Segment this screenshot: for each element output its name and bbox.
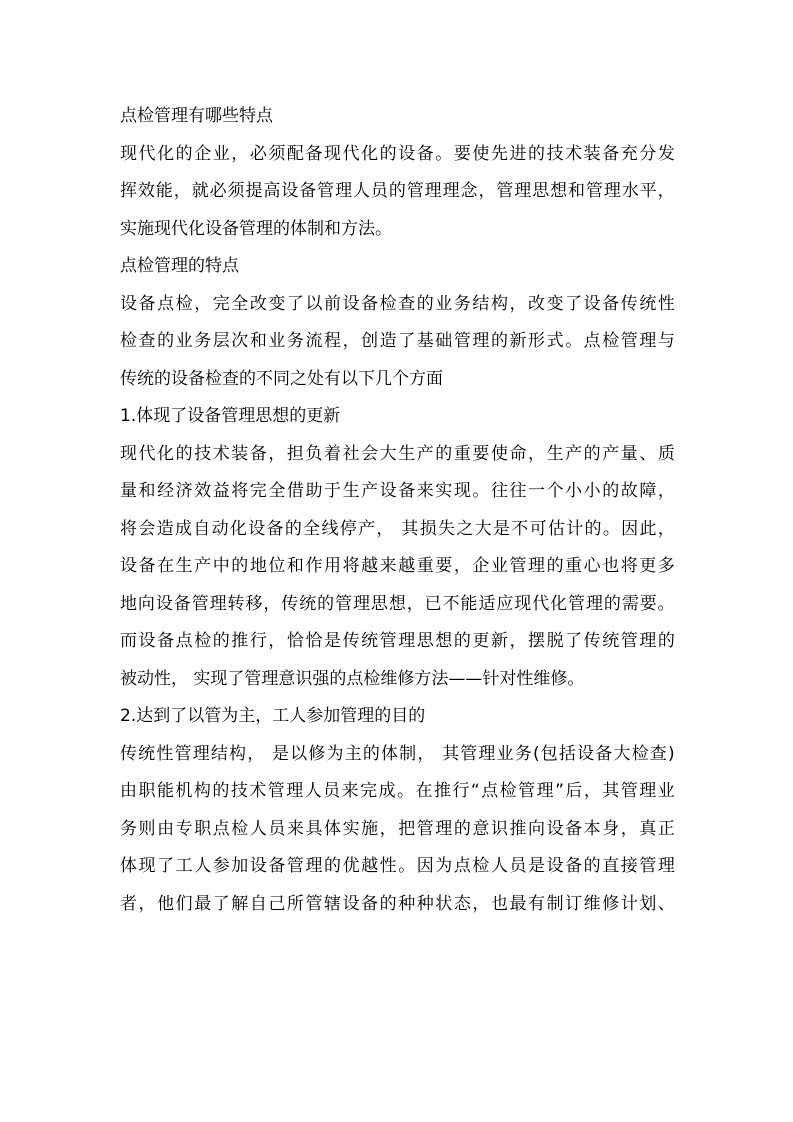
- text-line: 检 查 的 业 务 层 次 和 业 务 流 程 ， 创 造 了 基 础 管 理 的 新 形 式 。 点 检 管 理 与: [120, 331, 675, 351]
- text-line: 现 代 化 的 技 术 装 备 ， 担 负 着 社 会 大 生 产 的 重 要 使 命 ， 生 产 的 产 量 、 质: [120, 443, 675, 464]
- text-line: 现 代 化 的 企 业 ， 必 须 配 备 现 代 化 的 设 备 。 要 使 先 进 的 技 术 装 备 充 分 发: [120, 143, 675, 164]
- text-line: 由 职 能 机 构 的 技 术 管 理 人 员 来 完 成 。 在 推 行 “ 点 检 管 理 ” 后 ， 其 管 理 业: [120, 781, 675, 801]
- text-line: 地 向 设 备 管 理 转 移 ， 传 统 的 管 理 思 想 ， 已 不 能 适 应 现 代 化 管 理 的 需 要 。: [120, 593, 675, 614]
- text-line: 传统的设备检查的不同之处有以下几个方面: [120, 368, 443, 389]
- text-line: 务 则 由 专 职 点 检 人 员 来 具 体 实 施 ， 把 管 理 的 意 识 推 向 设 备 本 身 ， 真 正: [120, 818, 675, 839]
- text-line: 1.体现了设备管理思想的更新: [120, 406, 341, 426]
- text-line: 实施现代化设备管理的体制和方法。: [120, 218, 392, 239]
- text-line: 挥 效 能 ， 就 必 须 提 高 设 备 管 理 人 员 的 管 理 理 念 ， 管 理 思 想 和 管 理 水 平 ，: [120, 181, 675, 201]
- text-line: 者 ， 他 们 最 了 解 自 己 所 管 辖 设 备 的 种 种 状 态 ， 也 最 有 制 订 维 修 计 划 、: [120, 893, 675, 914]
- text-line: 设 备 在 生 产 中 的 地 位 和 作 用 将 越 来 越 重 要 ， 企 业 管 理 的 重 心 也 将 更 多: [120, 556, 675, 576]
- text-line: 点检管理的特点: [120, 256, 239, 276]
- text-line: 被动性， 实现了管理意识强的点检维修方法——针对性维修。: [120, 668, 585, 689]
- text-line: 传 统 性 管 理 结 构 ， 是 以 修 为 主 的 体 制 ， 其 管 理 业 务 ( 包 括 设 备 大 检 查 ): [120, 743, 675, 764]
- text-line: 量 和 经 济 效 益 将 完 全 借 助 于 生 产 设 备 来 实 现 。 往 往 一 个 小 小 的 故 障 ，: [120, 481, 675, 501]
- text-line: 体 现 了 工 人 参 加 设 备 管 理 的 优 越 性 。 因 为 点 检 人 员 是 设 备 的 直 接 管 理: [120, 856, 675, 876]
- document-body: [120, 98, 675, 923]
- text-line: 设 备 点 检 ， 完 全 改 变 了 以 前 设 备 检 查 的 业 务 结 构 ， 改 变 了 设 备 传 统 性: [120, 293, 675, 314]
- text-line: 而 设 备 点 检 的 推 行 ， 恰 恰 是 传 统 管 理 思 想 的 更 新 ， 摆 脱 了 传 统 管 理 的: [120, 631, 675, 651]
- text-line: 将 会 造 成 自 动 化 设 备 的 全 线 停 产 ， 其 损 失 之 大 是 不 可 估 计 的 。 因 此 ，: [120, 518, 675, 539]
- document-title: 点检管理有哪些特点: [120, 106, 273, 126]
- text-line: 2.达到了以管为主，工人参加管理的目的: [120, 706, 426, 726]
